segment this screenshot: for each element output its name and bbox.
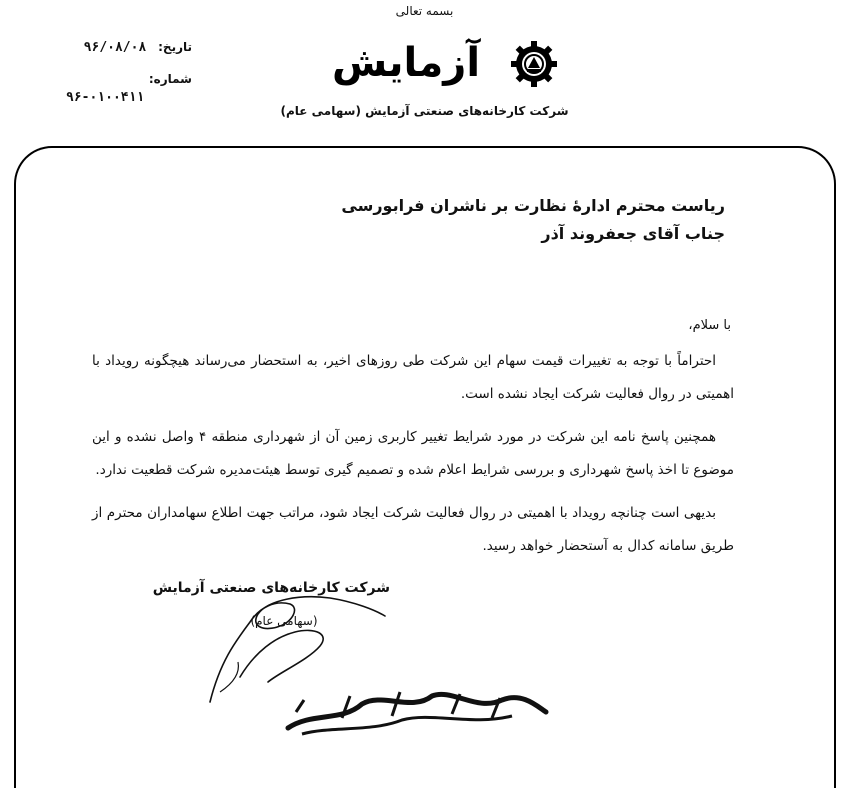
- paragraph-text: همچنین پاسخ نامه این شرکت در مورد شرایط تغییر کاربری زمین آن از شهرداری منطقه ۴ واصل نشده و این موضوع تا اخذ پاسخ شهرداری و بررسی شرایط اعلام شده و تصمیم گیری توسط هیئت‌مدیره شرکت قطعیت ندارد.: [92, 429, 734, 478]
- invocation: بسمه تعالی: [395, 4, 454, 18]
- signatory-type: (سهامی عام): [250, 614, 318, 628]
- paragraph-1: [92, 345, 734, 411]
- recipient-name: جناب آقای جعفروند آذر: [541, 224, 725, 243]
- number-label: شماره:: [148, 72, 192, 86]
- company-logo: [306, 40, 566, 90]
- paragraph-2: [92, 421, 734, 487]
- date-label: تاریخ:: [158, 40, 192, 54]
- number-value: ۹۶-۰۱۰۰۴۱۱: [66, 90, 145, 105]
- gear-emblem-icon: [510, 40, 558, 88]
- date-field: [62, 40, 192, 55]
- signatory-company: شرکت کارخانه‌های صنعتی آزمایش: [152, 580, 390, 596]
- company-stamp: [282, 682, 552, 742]
- recipient-title: ریاست محترم ادارهٔ نظارت بر ناشران فرابورسی: [341, 196, 725, 215]
- company-caption: شرکت کارخانه‌های صنعتی آزمایش (سهامی عام): [280, 104, 569, 118]
- logo-wordmark: آزمایش: [331, 40, 481, 86]
- paragraph-text: احتراماً با توجه به تغییرات قیمت سهام این شرکت طی روزهای اخیر، به استحضار می‌رساند هیچگونه رویداد با اهمیتی در روال فعالیت شرکت ایجاد نشده است.: [92, 353, 734, 402]
- greeting: با سلام،: [688, 318, 731, 333]
- paragraph-text: بدیهی است چنانچه رویداد با اهمیتی در روال فعالیت شرکت ایجاد شود، مراتب جهت اطلاع سهامداران محترم از طریق سامانه کدال به آستحضار خواهد رسید.: [92, 505, 734, 554]
- paragraph-3: [92, 497, 734, 563]
- date-value: ۹۶/۰۸/۰۸: [83, 40, 147, 55]
